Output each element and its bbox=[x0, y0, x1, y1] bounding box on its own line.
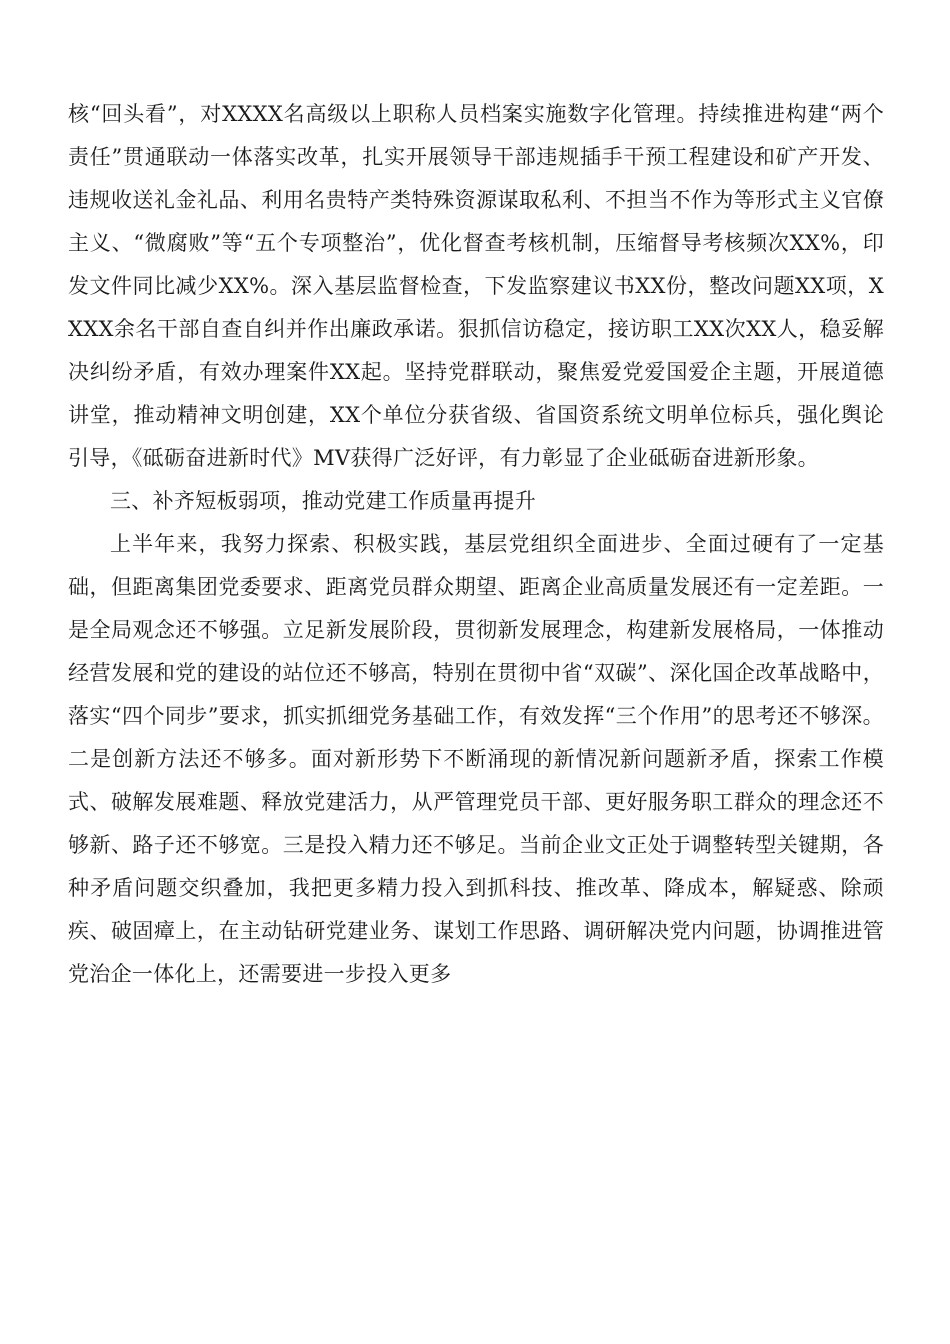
body-paragraph-continued: 核“回头看”，对XXXX名高级以上职称人员档案实施数字化管理。持续推进构建“两个责任”贯通联动一体落实改革，扎实开展领导干部违规插手干预工程建设和矿产开发、违规收送礼金礼品、利用名贵特产类特殊资源谋取私利、不担当不作为等形式主义官僚主义、“微腐败”等“五个专项整治”，优化督查考核机制，压缩督导考核频次XX%，印发文件同比减少XX%。深入基层监督检查，下发监察建议书XX份，整改问题XX项，XXXX余名干部自查自纠并作出廉政承诺。狠抓信访稳定，接访职工XX次XX人，稳妥解决纠纷矛盾，有效办理案件XX起。坚持党群联动，聚焦爱党爱国爱企主题，开展道德讲堂，推动精神文明创建，XX个单位分获省级、省国资系统文明单位标兵，强化舆论引导，《砥砺奋进新时代》MV获得广泛好评，有力彰显了企业砥砺奋进新形象。 bbox=[68, 102, 884, 470]
body-paragraph-shortcomings: 上半年来，我努力探索、积极实践，基层党组织全面进步、全面过硬有了一定基础，但距离集团党委要求、距离党员群众期望、距离企业高质量发展还有一定差距。一是全局观念还不够强。立足新发展阶段，贯彻新发展理念，构建新发展格局，一体推动经营发展和党的建设的站位还不够高，特别在贯彻中省“双碳”、深化国企改革战略中，落实“四个同步”要求，抓实抓细党务基础工作，有效发挥“三个作用”的思考还不够深。二是创新方法还不够多。面对新形势下不断涌现的新情况新问题新矛盾，探索工作模式、破解发展难题、释放党建活力，从严管理党员干部、更好服务职工群众的理念还不够新、路子还不够宽。三是投入精力还不够足。当前企业文正处于调整转型关键期，各种矛盾问题交织叠加，我把更多精力投入到抓科技、推改革、降成本，解疑惑、除顽疾、破固瘴上，在主动钻研党建业务、谋划工作思路、调研解决党内问题，协调推进管党治企一体化上，还需要进一步投入更多 bbox=[68, 532, 884, 986]
section-heading-3: 三、补齐短板弱项，推动党建工作质量再提升 bbox=[110, 489, 536, 513]
document-body bbox=[68, 93, 884, 996]
